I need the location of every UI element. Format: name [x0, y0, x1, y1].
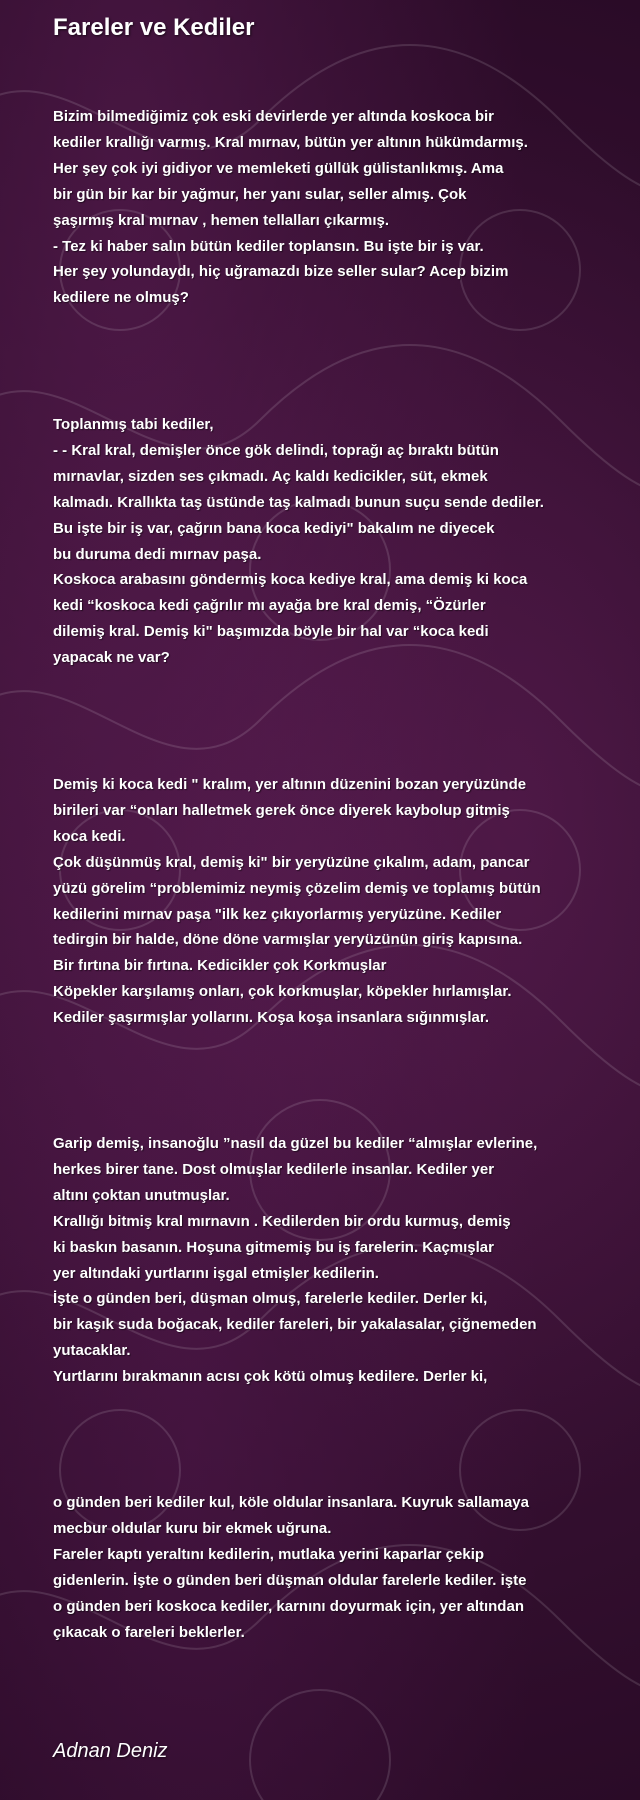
poem-line: Her şey yolundaydı, hiç uğramazdı bize seller sular? Acep bizim: [53, 263, 509, 281]
poem-line: Krallığı bitmiş kral mırnavın . Kedilerden bir ordu kurmuş, demiş: [53, 1212, 511, 1230]
poem-line: bir kaşık suda boğacak, kediler fareleri, bir yakalasalar, çiğnemeden: [53, 1316, 537, 1334]
poem-line: Toplanmış tabi kediler,: [53, 416, 214, 433]
poem-line: Yurtlarını bırakmanın acısı çok kötü olmuş kedilere. Derler ki,: [53, 1368, 488, 1386]
poem-line: Koskoca arabasını göndermiş koca kediye kral, ama demiş ki koca: [53, 571, 528, 589]
poem-line: Bizim bilmediğimiz çok eski devirlerde yer altında koskoca bir: [53, 108, 494, 125]
poem-line: koca kedi.: [53, 827, 126, 845]
poem-line: herkes birer tane. Dost olmuşlar kedilerle insanlar. Kediler yer: [53, 1160, 495, 1178]
poem-line: kedilere ne olmuş?: [53, 289, 189, 307]
stanza-2: [53, 412, 613, 671]
poem-line: Demiş ki koca kedi " kralım, yer altının düzenini bozan yeryüzünde: [53, 776, 527, 793]
poem-line: Garip demiş, insanoğlu ”nasıl da güzel bu kediler “almışlar evlerine,: [53, 1135, 538, 1152]
poem-line: yapacak ne var?: [53, 649, 170, 667]
poem-line: altını çoktan unutmuşlar.: [53, 1186, 230, 1204]
poem-line: Kediler şaşırmışlar yollarını. Koşa koşa insanlara sığınmışlar.: [53, 1009, 490, 1027]
poem-line: tedirgin bir halde, döne döne varmışlar yeryüzünün giriş kapısına.: [53, 931, 523, 949]
poem-line: şaşırmış kral mırnav , hemen tellalları çıkarmış.: [53, 211, 390, 229]
poem-line: yüzü görelim “problemimiz neymiş çözelim demiş ve toplamış bütün: [53, 879, 541, 897]
poem-line: kediler krallığı varmış. Kral mırnav, bütün yer altının hükümdarmış.: [53, 133, 528, 151]
poem-line: birileri var “onları halletmek gerek önce diyerek kaybolup gitmiş: [53, 801, 510, 819]
poem-line: Bir fırtına bir fırtına. Kedicikler çok Korkmuşlar: [53, 957, 387, 975]
poem-line: dilemiş kral. Demiş ki" başımızda böyle bir hal var “koca kedi: [53, 623, 489, 641]
stanza-1: [53, 104, 613, 311]
poem-line: İşte o günden beri, düşman olmuş, farelerle kediler. Derler ki,: [53, 1290, 488, 1308]
poem-line: kalmadı. Krallıkta taş üstünde taş kalmadı bunun suçu sende dediler.: [53, 493, 544, 511]
poem-title: Fareler ve Kediler: [53, 14, 255, 41]
poem-line: gidenlerin. İşte o günden beri düşman oldular farelerle kediler. işte: [53, 1571, 527, 1589]
poem-line: yutacaklar.: [53, 1342, 131, 1360]
poem-author: Adnan Deniz: [53, 1740, 168, 1762]
poem-line: - Tez ki haber salın bütün kediler toplansın. Bu işte bir iş var.: [53, 237, 484, 255]
poem-line: çıkacak o fareleri beklerler.: [53, 1623, 245, 1641]
poem-line: kedilerini mırnav paşa "ilk kez çıkıyorlarmış yeryüzüne. Kediler: [53, 905, 502, 923]
poem-line: mecbur oldular kuru bir ekmek uğruna.: [53, 1519, 332, 1537]
poem-line: Her şey çok iyi gidiyor ve memleketi güllük gülistanlıkmış. Ama: [53, 159, 504, 177]
poem-line: bir gün bir kar bir yağmur, her yanı sular, seller almış. Çok: [53, 185, 467, 203]
poem-line: o günden beri kediler kul, köle oldular insanlara. Kuyruk sallamaya: [53, 1494, 529, 1511]
poem-line: Çok düşünmüş kral, demiş ki" bir yeryüzüne çıkalım, adam, pancar: [53, 853, 530, 871]
poem-line: Fareler kaptı yeraltını kedilerin, mutlaka yerini kaparlar çekip: [53, 1545, 485, 1563]
stanza-3: [53, 772, 613, 1031]
stanza-4: [53, 1131, 613, 1390]
poem-line: mırnavlar, sizden ses çıkmadı. Aç kaldı kedicikler, süt, ekmek: [53, 467, 488, 485]
poem-line: ki baskın basanın. Hoşuna gitmemiş bu iş farelerin. Kaçmışlar: [53, 1238, 494, 1256]
poem-line: bu duruma dedi mırnav paşa.: [53, 545, 262, 563]
poem-line: - - Kral kral, demişler önce gök delindi, toprağı aç bıraktı bütün: [53, 441, 499, 459]
poem-line: o günden beri koskoca kediler, karnını doyurmak için, yer altından: [53, 1597, 524, 1615]
stanza-5: [53, 1490, 613, 1645]
poem-line: kedi “koskoca kedi çağrılır mı ayağa bre kral demiş, “Özürler: [53, 597, 486, 615]
poem-line: Köpekler karşılamış onları, çok korkmuşlar, köpekler hırlamışlar.: [53, 983, 512, 1001]
poem-line: Bu işte bir iş var, çağrın bana koca kediyi" bakalım ne diyecek: [53, 519, 495, 537]
poem-line: yer altındaki yurtlarını işgal etmişler kedilerin.: [53, 1264, 379, 1282]
